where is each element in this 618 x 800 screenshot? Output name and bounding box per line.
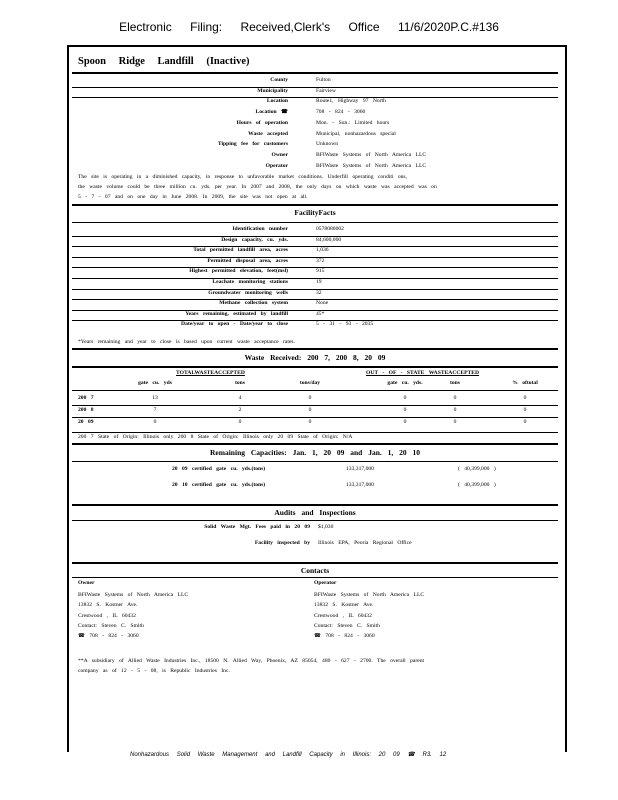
- info-value: Mon. - Sun.: Limited hours: [316, 119, 390, 126]
- facility-facts-title: FacilityFacts: [294, 208, 336, 217]
- info-label: Waste accepted: [248, 130, 288, 137]
- remaining-tons: ( 40,399,000 ): [458, 466, 496, 472]
- info-value: BFIWaste Systems of North America LLC: [316, 151, 427, 158]
- fact-label: Total permitted landfill area, acres: [193, 247, 288, 254]
- total-waste-header: TOTALWASTEACCEPTED: [176, 370, 245, 376]
- info-label: County: [270, 77, 288, 83]
- fact-value: 0578080002: [316, 226, 344, 232]
- waste-year: 200 8: [78, 407, 94, 413]
- divider: [72, 72, 558, 74]
- waste-cell: 13: [152, 395, 158, 401]
- header-text: Received,Clerk's: [240, 20, 331, 34]
- operator-line: BFIWaste Systems of North America LLC: [314, 592, 425, 598]
- divider: [72, 461, 558, 462]
- info-label: Location: [266, 98, 288, 105]
- owner-line: 13832 S. Kostner Ave.: [78, 602, 138, 609]
- fact-value: 19: [316, 279, 322, 285]
- col-header: tons: [235, 380, 245, 386]
- operator-line: ☎ 708 - 824 - 3060: [314, 633, 375, 640]
- fact-value: 372: [316, 257, 325, 264]
- divider: [72, 520, 558, 521]
- contacts-note: **A subsidiary of Allied Waste Industries Inc., 18500 N. Allied Way, Phoenix, AZ 85054, 480 - 627 - 2700. The overall parent: [78, 658, 425, 664]
- audits-label: Solid Waste Mgt. Fees paid in 20 09: [204, 524, 310, 530]
- owner-line: ☎ 708 - 824 - 3060: [78, 633, 139, 640]
- divider: [72, 204, 558, 206]
- divider: [72, 390, 558, 391]
- waste-received-title: Waste Received: 200 7, 200 8, 20 09: [244, 353, 386, 362]
- operator-line: Contact: Steven C. Smith: [314, 622, 380, 629]
- owner-line: Contact: Steven C. Smith: [78, 622, 144, 629]
- divider: [72, 577, 558, 578]
- fact-label: Design capacity, cu. yds.: [221, 236, 288, 243]
- page-footer: Nonhazardous Solid Waste Management and Landfill Capacity in Illinois: 20 09 ☎ R3. 12: [130, 752, 447, 758]
- divider: [72, 417, 558, 418]
- audits-title: Audits and Inspections: [274, 508, 356, 517]
- fact-label: Leachate monitoring stations: [212, 279, 288, 285]
- info-label: Municipality: [257, 87, 288, 94]
- divider: [72, 443, 558, 445]
- info-value: Fulton: [316, 77, 331, 83]
- fact-value: None: [316, 300, 329, 307]
- waste-cell: 0: [453, 407, 457, 413]
- waste-cell: 0: [403, 407, 407, 413]
- fact-label: Years remaining, estimated by landfill: [185, 310, 288, 317]
- waste-cell: 0: [238, 419, 242, 425]
- waste-cell: 0: [523, 419, 527, 425]
- remaining-label: 20 09 certified gate cu. yds.(tons): [172, 466, 266, 472]
- audits-value: $1,030: [318, 524, 334, 530]
- waste-cell: 0: [453, 419, 457, 425]
- divider: [72, 432, 558, 433]
- fact-value: 84,600,000: [316, 236, 342, 243]
- facts-note: *Years remaining and year to close is based upon current waste acceptance rates.: [78, 339, 296, 345]
- waste-cell: 0: [523, 395, 527, 401]
- divider: [72, 222, 558, 223]
- divider: [72, 405, 558, 406]
- waste-year: 200 7: [78, 395, 94, 401]
- info-label: Hours of operation: [236, 119, 288, 126]
- col-header: gate cu. yds.: [387, 380, 423, 386]
- header-text: Filing:: [190, 20, 223, 34]
- contacts-title: Contacts: [300, 566, 330, 575]
- owner-line: Crestwood , IL 60432: [78, 612, 136, 619]
- divider: [72, 504, 558, 506]
- filing-header: [0, 20, 618, 34]
- note-line: 5 - 7 - 07 and on one day in June 2008. In 2009, the site was not open at all.: [78, 194, 308, 200]
- info-value: Fairview: [316, 87, 336, 94]
- header-text: 11/6/2020P.C.#136: [397, 20, 499, 34]
- owner-line: BFIWaste Systems of North America LLC: [78, 592, 189, 598]
- info-label: Tipping fee for customers: [217, 141, 288, 148]
- fact-value: 45*: [316, 310, 325, 317]
- fact-value: 32: [316, 289, 322, 296]
- info-label: Owner: [271, 151, 288, 158]
- state-of-origin: 200 7 State of Origin: Illinois only 200 8 State of Origin: Illinois only 20 09 State of Origin: N/A: [78, 434, 353, 440]
- divider: [72, 366, 558, 368]
- col-header: % oftotal: [512, 380, 538, 386]
- col-header: gate cu. yds: [138, 380, 172, 386]
- waste-year: 20 09: [78, 419, 94, 425]
- note-line: the waste volume could be three million cu. yds. per year. In 2007 and 2008, the only days on which waste was accepted was on: [78, 184, 437, 190]
- fact-label: Identification number: [232, 226, 288, 232]
- waste-cell: 0: [308, 395, 312, 401]
- waste-cell: 7: [153, 407, 157, 413]
- divider: [72, 562, 558, 564]
- waste-cell: 0: [453, 395, 457, 401]
- fact-label: Highest permitted elevation, feet(msl): [189, 268, 288, 275]
- divider: [72, 348, 558, 350]
- waste-cell: 2: [238, 407, 242, 413]
- info-label: Location ☎: [255, 109, 288, 116]
- waste-cell: 0: [403, 395, 407, 401]
- operator-line: Crestwood , IL 60432: [314, 612, 372, 619]
- owner-header: Owner: [78, 580, 95, 586]
- header-text: Electronic: [119, 20, 172, 34]
- col-header: tons: [450, 380, 460, 386]
- operator-line: 13832 S. Kostner Ave.: [314, 602, 374, 609]
- waste-cell: 0: [308, 407, 312, 413]
- info-value: BFIWaste Systems of North America LLC: [316, 162, 427, 169]
- waste-cell: 4: [238, 395, 242, 401]
- col-header: tons/day: [299, 380, 321, 386]
- audits-value: Illinois EPA, Peoria Regional Office: [318, 540, 412, 546]
- info-value: Unknown: [316, 141, 339, 148]
- info-label: Operator: [265, 162, 288, 169]
- fact-label: Methane collection system: [219, 300, 288, 307]
- fact-label: Permitted disposal area, acres: [207, 257, 288, 264]
- info-value: Route1, Highway 97 North: [316, 98, 386, 105]
- contacts-note: company as of 12 - 5 - 08, is Republic Industries Inc.: [78, 668, 230, 674]
- fact-value: 5 - 31 - 93 - 2035: [316, 321, 374, 328]
- remaining-tons: ( 40,399,000 ): [458, 482, 496, 488]
- waste-cell: 0: [403, 419, 407, 425]
- fact-label: Date/year to open - Date/year to close: [181, 321, 288, 328]
- fact-label: Groundwater monitoring wells: [208, 289, 288, 296]
- fact-value: 1,036: [316, 247, 329, 254]
- info-value: Municipal, nonhazardous special: [316, 130, 396, 137]
- remaining-value: 133,317,000: [346, 482, 374, 488]
- remaining-value: 133,317,000: [346, 466, 374, 472]
- page-title: Spoon Ridge Landfill (Inactive): [78, 56, 250, 67]
- info-value: 708 - 824 - 3060: [316, 109, 366, 116]
- audits-label: Facility inspected by: [254, 540, 310, 546]
- waste-cell: 0: [153, 419, 157, 425]
- header-text: Office: [348, 20, 380, 34]
- remaining-label: 20 10 certified gate cu. yds.(tons): [172, 482, 266, 488]
- out-of-state-header: OUT - OF - STATE WASTEACCEPTED: [366, 370, 480, 376]
- remaining-capacity-title: Remaining Capacities: Jan. 1, 20 09 and Jan. 1, 20 10: [209, 448, 420, 457]
- waste-cell: 0: [308, 419, 312, 425]
- waste-cell: 0: [523, 407, 527, 413]
- note-line: The site is operating in a diminished capacity, in response to unfavorable market conditions. Underfill operating conditi ons,: [78, 174, 408, 180]
- operator-header: Operator: [314, 580, 337, 586]
- fact-value: 915: [316, 268, 325, 275]
